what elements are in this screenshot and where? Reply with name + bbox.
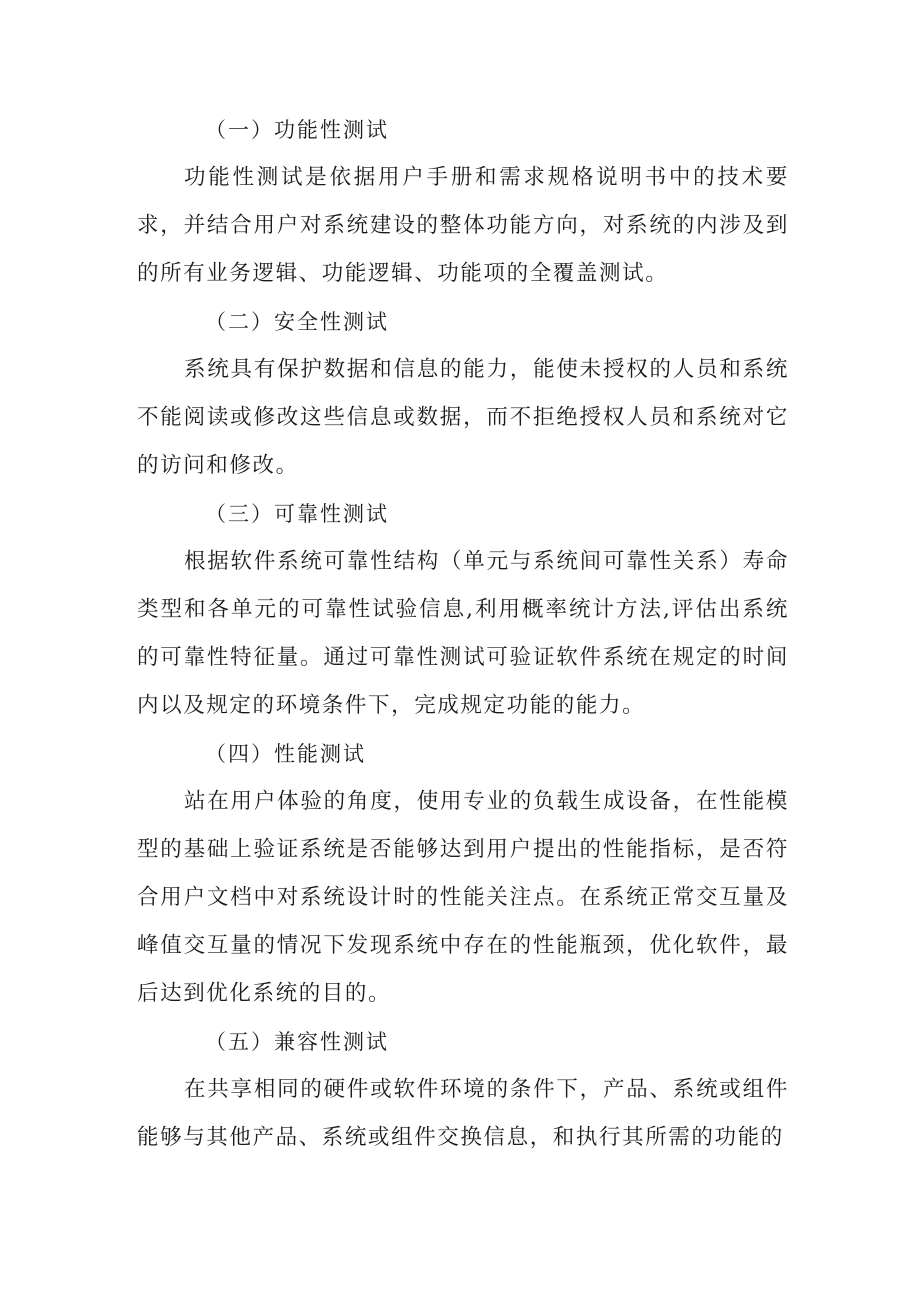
section-heading: （四）性能测试: [205, 742, 366, 766]
section-paragraph: 系统具有保护数据和信息的能力，能使未授权的人员和系统不能阅读或修改这些信息或数据，而不拒绝授权人员和系统对它的访问和修改。: [137, 357, 789, 478]
section-compatibility-test: [137, 1018, 789, 1162]
section-performance-test: [137, 730, 789, 1018]
section-paragraph: 在共享相同的硬件或软件环境的条件下，产品、系统或组件能够与其他产品、系统或组件交换信息，和执行其所需的功能的: [137, 1077, 789, 1150]
section-heading: （一）功能性测试: [205, 118, 389, 142]
section-security-test: [137, 298, 789, 490]
section-functional-test: [137, 106, 789, 298]
section-paragraph: 站在用户体验的角度，使用专业的负载生成设备，在性能模型的基础上验证系统是否能够达到用户提出的性能指标，是否符合用户文档中对系统设计时的性能关注点。在系统正常交互量及峰值交互量的情况下发现系统中存在的性能瓶颈，优化软件，最后达到优化系统的目的。: [137, 789, 789, 1006]
document-body: [137, 106, 789, 1162]
section-paragraph: 根据软件系统可靠性结构（单元与系统间可靠性关系）寿命类型和各单元的可靠性试验信息,利用概率统计方法,评估出系统的可靠性特征量。通过可靠性测试可验证软件系统在规定的时间内以及规定的环境条件下，完成规定功能的能力。: [137, 549, 789, 718]
section-heading: （三）可靠性测试: [205, 502, 389, 526]
section-paragraph: 功能性测试是依据用户手册和需求规格说明书中的技术要求，并结合用户对系统建设的整体功能方向，对系统的内涉及到的所有业务逻辑、功能逻辑、功能项的全覆盖测试。: [137, 165, 789, 286]
section-heading: （五）兼容性测试: [205, 1030, 389, 1054]
section-heading: （二）安全性测试: [205, 310, 389, 334]
section-reliability-test: [137, 490, 789, 730]
